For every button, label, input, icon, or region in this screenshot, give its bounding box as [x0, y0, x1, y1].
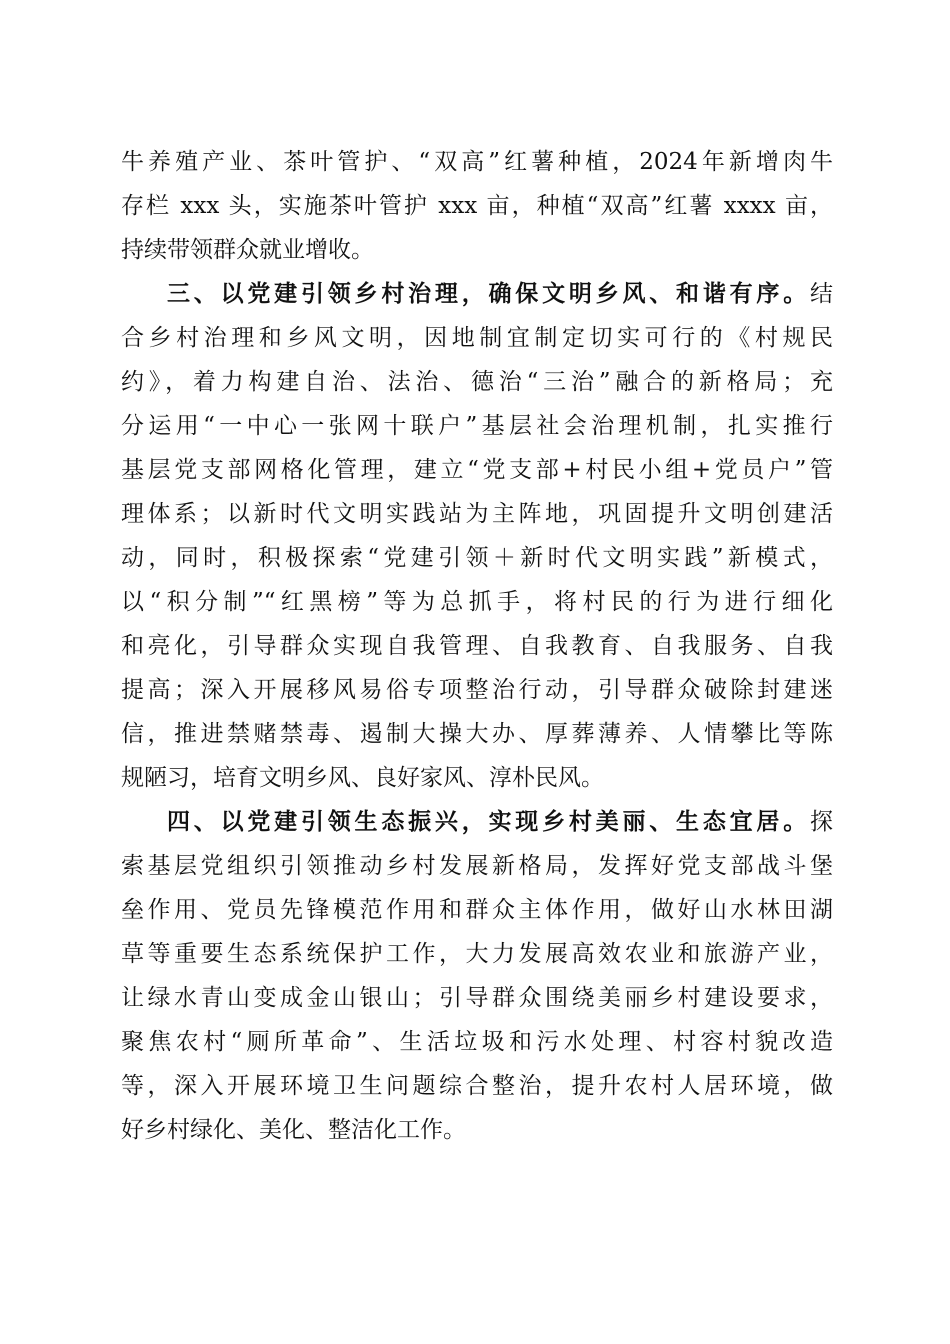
text-line: 合乡村治理和乡风文明，因地制宜制定切实可行的《村规民: [121, 325, 833, 351]
section-heading-three: 三、以党建引领乡村治理，确保文明乡风、和谐有序。: [167, 281, 810, 307]
text-line: 聚焦农村“厕所革命”、生活垃圾和污水处理、村容村貌改造: [121, 1029, 833, 1055]
text-fragment: 探: [810, 809, 833, 835]
paragraph-ecological-revitalization: [121, 800, 833, 1152]
text-line: 垒作用、党员先锋模范作用和群众主体作用，做好山水林田湖: [121, 897, 833, 923]
text-line: 牛养殖产业、茶叶管护、“双高”红薯种植，2024年新增肉牛: [121, 149, 833, 175]
paragraph-rural-governance: [121, 272, 833, 800]
text-line: 持续带领群众就业增收。: [121, 237, 374, 263]
text-line: 存栏 xxx 头，实施茶叶管护 xxx 亩，种植“双高”红薯 xxxx 亩，: [121, 193, 833, 219]
text-line: 信，推进禁赌禁毒、遏制大操大办、厚葬薄养、人情攀比等陈: [121, 721, 833, 747]
paragraph-industry: [121, 140, 833, 272]
text-line: 约》，着力构建自治、法治、德治“三治”融合的新格局；充: [121, 369, 833, 395]
text-line: [121, 800, 833, 844]
text-line: 基层党支部网格化管理，建立“党支部+村民小组+党员户”管: [121, 457, 833, 483]
section-heading-four: 四、以党建引领生态振兴，实现乡村美丽、生态宜居。: [167, 809, 810, 835]
text-line: 理体系；以新时代文明实践站为主阵地，巩固提升文明创建活: [121, 501, 833, 527]
text-fragment: 结: [810, 281, 833, 307]
text-line: 等，深入开展环境卫生问题综合整治，提升农村人居环境，做: [121, 1073, 833, 1099]
text-line: 规陋习，培育文明乡风、良好家风、淳朴民风。: [121, 765, 604, 791]
text-line: 索基层党组织引领推动乡村发展新格局，发挥好党支部战斗堡: [121, 853, 833, 879]
text-line: 和亮化，引导群众实现自我管理、自我教育、自我服务、自我: [121, 633, 833, 659]
text-line: 以“积分制”“红黑榜”等为总抓手，将村民的行为进行细化: [121, 589, 833, 615]
text-line: 动，同时，积极探索“党建引领＋新时代文明实践”新模式，: [121, 545, 833, 571]
document-body: [121, 140, 833, 1152]
text-line: 分运用“一中心一张网十联户”基层社会治理机制，扎实推行: [121, 413, 833, 439]
text-line: 提高；深入开展移风易俗专项整治行动，引导群众破除封建迷: [121, 677, 833, 703]
text-line: 好乡村绿化、美化、整洁化工作。: [121, 1117, 466, 1143]
text-line: [121, 272, 833, 316]
text-line: 让绿水青山变成金山银山；引导群众围绕美丽乡村建设要求，: [121, 985, 833, 1011]
text-line: 草等重要生态系统保护工作，大力发展高效农业和旅游产业，: [121, 941, 833, 967]
